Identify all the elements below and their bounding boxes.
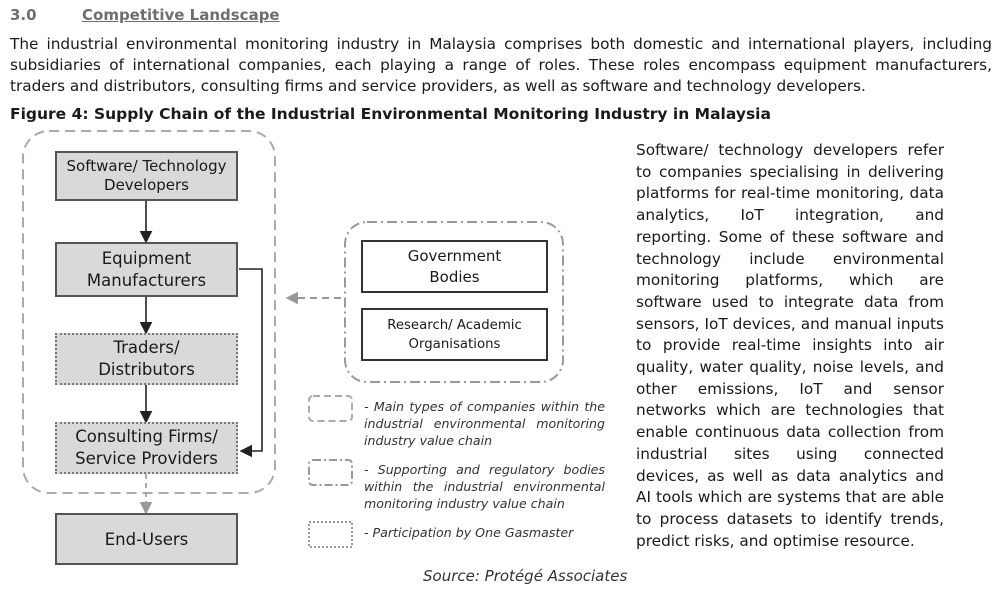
figure-source: Source: Protégé Associates xyxy=(423,567,628,585)
box-traders-distributors xyxy=(55,333,238,385)
legend-swatch-supporting xyxy=(309,460,352,485)
box-consulting-firms xyxy=(55,422,238,474)
box-traders-label: Traders/ Distributors xyxy=(98,338,195,379)
box-research-organisations xyxy=(361,308,548,361)
section-title: Competitive Landscape xyxy=(82,6,280,24)
figure-title: Figure 4: Supply Chain of the Industrial Environmental Monitoring Industry in Malaysia xyxy=(10,105,771,123)
legend-main: - Main types of companies within the industrial environmental monitoring industry value chain xyxy=(364,399,605,448)
box-government-bodies xyxy=(361,240,548,293)
box-government-label: Government Bodies xyxy=(407,246,502,286)
side-description: Software/ technology developers refer to companies specialising in delivering platforms for real-time monitoring, data analytics, IoT integration, and reporting. Some of these software and technology include environmental monitoring platforms, which are software used to integrate data from sensors, IoT devices, and manual inputs to provide real-time insights into air quality, water quality, noise levels, and other emissions, IoT and sensor networks which are technologies that enable continuous data collection from industrial sites using connected devices, as well as data analytics and AI tools which are systems that are able to process datasets to identify trends, predict risks, and optimise resource. xyxy=(636,141,944,550)
section-number: 3.0 xyxy=(10,6,37,24)
box-equipment-label: Equipment Manufacturers xyxy=(86,248,207,290)
legend-swatch-participation xyxy=(309,522,352,547)
box-end-users xyxy=(55,513,238,565)
box-consulting-label: Consulting Firms/ Service Providers xyxy=(75,427,218,468)
box-research-label: Research/ Academic Organisations xyxy=(387,317,522,352)
box-software-label: Software/ Technology Developers xyxy=(66,157,227,194)
arrow-equipment-to-consulting xyxy=(239,269,262,451)
legend-supporting: - Supporting and regulatory bodies within the industrial environmental monitoring industry value chain xyxy=(364,462,605,511)
box-software-developers xyxy=(55,151,238,201)
legend-swatch-main xyxy=(309,396,352,421)
box-endusers-label: End-Users xyxy=(104,529,189,549)
intro-paragraph: The industrial environmental monitoring industry in Malaysia comprises both domestic and international players, including subsidiaries of international companies, each playing a range of roles. These roles encompass equipment manufacturers, traders and distributors, consulting firms and service providers, as well as software and technology developers. xyxy=(10,35,992,95)
legend-participation: - Participation by One Gasmaster xyxy=(364,525,574,540)
box-equipment-manufacturers xyxy=(55,242,238,297)
